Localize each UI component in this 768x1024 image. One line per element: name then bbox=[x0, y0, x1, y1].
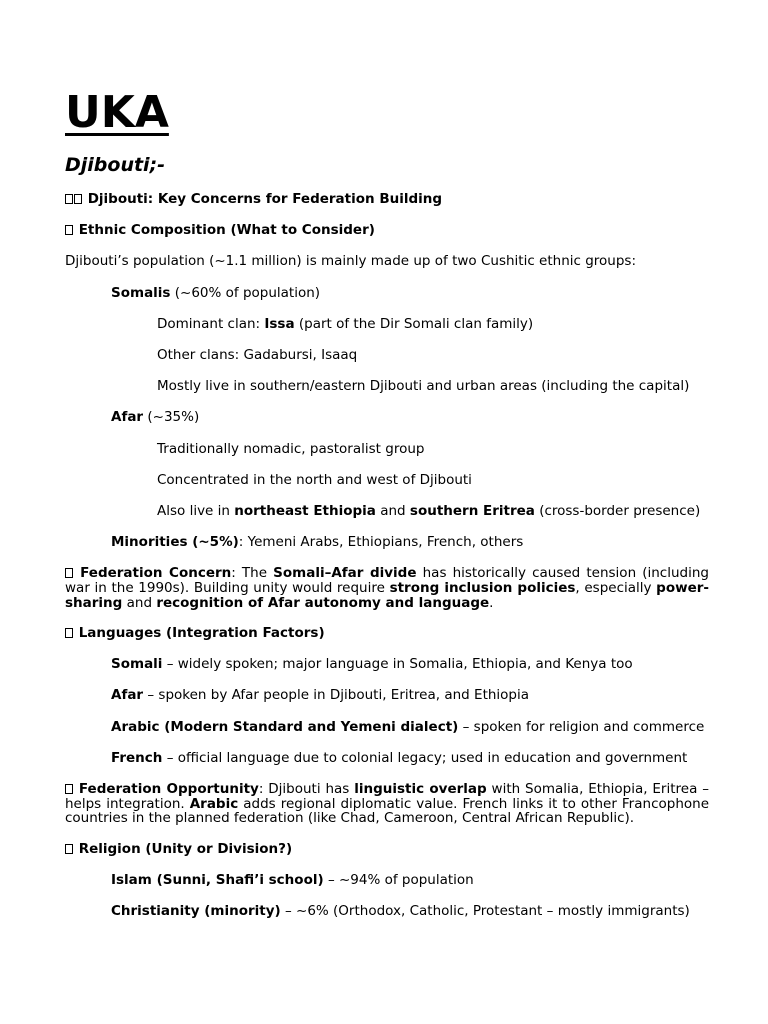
heading-key-concerns: Djibouti: Key Concerns for Federation Building bbox=[65, 192, 442, 207]
list-item-mostly-live: Mostly live in southern/eastern Djibouti and urban areas (including the capital) bbox=[157, 378, 690, 394]
list-item-also-live: Also live in northeast Ethiopia and southern Eritrea (cross-border presence) bbox=[157, 503, 701, 519]
federation-concern-line-2: war in the 1990s). Building unity would require strong inclusion policies, especially power- bbox=[65, 581, 709, 596]
federation-concern-line-1: Federation Concern: The Somali–Afar divide has historically caused tension (including bbox=[65, 566, 709, 581]
federation-opportunity-line-2: helps integration. Arabic adds regional diplomatic value. French links it to other Francophone bbox=[65, 797, 709, 812]
list-item-christianity: Christianity (minority) – ~6% (Orthodox, Catholic, Protestant – mostly immigrants) bbox=[111, 903, 690, 919]
page-subtitle: Djibouti;- bbox=[65, 154, 166, 176]
missing-glyph-icon bbox=[65, 225, 73, 235]
list-item-issa: Dominant clan: Issa (part of the Dir Somali clan family) bbox=[157, 316, 534, 332]
list-item-arabic-language: Arabic (Modern Standard and Yemeni dialect) – spoken for religion and commerce bbox=[111, 719, 705, 735]
list-item-concentrated: Concentrated in the north and west of Djibouti bbox=[157, 472, 472, 488]
missing-glyph-icon bbox=[74, 194, 82, 204]
list-item-other-clans: Other clans: Gadabursi, Isaaq bbox=[157, 347, 358, 363]
list-item-somalis: Somalis (~60% of population) bbox=[111, 285, 321, 301]
missing-glyph-icon bbox=[65, 568, 73, 578]
list-item-islam: Islam (Sunni, Shafi’i school) – ~94% of population bbox=[111, 872, 474, 888]
list-item-somali-language: Somali – widely spoken; major language in Somalia, Ethiopia, and Kenya too bbox=[111, 656, 633, 672]
list-item-nomadic: Traditionally nomadic, pastoralist group bbox=[157, 441, 425, 457]
heading-ethnic-composition: Ethnic Composition (What to Consider) bbox=[65, 223, 375, 238]
list-item-french-language: French – official language due to colonial legacy; used in education and government bbox=[111, 750, 688, 766]
federation-concern-line-3: sharing and recognition of Afar autonomy and language. bbox=[65, 595, 494, 611]
missing-glyph-icon bbox=[65, 844, 73, 854]
list-item-afar-language: Afar – spoken by Afar people in Djibouti, Eritrea, and Ethiopia bbox=[111, 687, 530, 703]
page-title: UKA bbox=[65, 87, 169, 138]
missing-glyph-icon bbox=[65, 784, 73, 794]
intro-paragraph: Djibouti’s population (~1.1 million) is mainly made up of two Cushitic ethnic groups: bbox=[65, 253, 637, 269]
federation-opportunity-line-3: countries in the planned federation (like Chad, Cameroon, Central African Republic). bbox=[65, 810, 635, 826]
federation-opportunity-line-1: Federation Opportunity: Djibouti has linguistic overlap with Somalia, Ethiopia, Eritrea – bbox=[65, 782, 709, 797]
list-item-afar: Afar (~35%) bbox=[111, 409, 200, 425]
missing-glyph-icon bbox=[65, 628, 73, 638]
heading-languages: Languages (Integration Factors) bbox=[65, 626, 325, 641]
list-item-minorities: Minorities (~5%): Yemeni Arabs, Ethiopians, French, others bbox=[111, 534, 524, 550]
heading-religion: Religion (Unity or Division?) bbox=[65, 842, 292, 857]
missing-glyph-icon bbox=[65, 194, 73, 204]
